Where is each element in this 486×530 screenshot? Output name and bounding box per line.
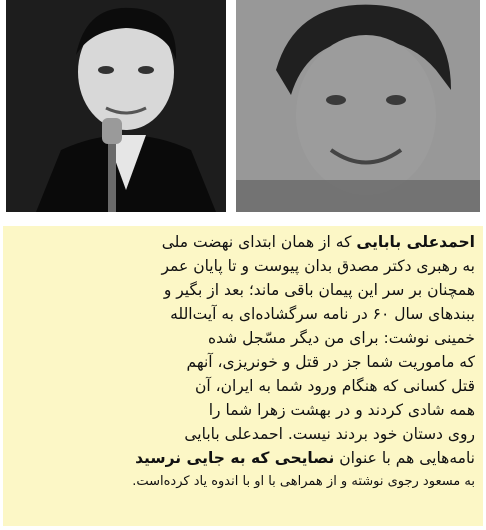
caption-line-9: روی دستان خود بردند نیست. احمدعلی بابایی (184, 425, 475, 443)
caption-line-8: همه شادی کردند و در بهشت زهرا شما را (208, 401, 475, 419)
caption-line-4: ببندهای سال ۶۰ در نامه سرگشاده‌ای به آیت‌الله (170, 305, 475, 323)
portrait-photo-left (6, 0, 226, 212)
caption-line-2: به رهبری دکتر مصدق بدان پیوست و تا پایان عمر (161, 257, 475, 275)
caption-line-1 (9, 230, 475, 254)
caption-line-10-start: نامه‌هایی هم با عنوان (334, 449, 475, 467)
caption-box (3, 226, 483, 526)
portrait-left-image (6, 0, 226, 212)
portrait-right-image (236, 0, 480, 212)
portrait-photo-right (236, 0, 480, 212)
caption-name: احمدعلی بابایی (356, 233, 475, 251)
caption-letter-title: نصایحی که به جایی نرسید (135, 449, 335, 467)
caption-line-5: خمینی نوشت: برای من دیگر مسّجل شده (208, 329, 475, 347)
caption-line-6: که ماموریت شما جز در قتل و خونریزی، آنهم (186, 353, 475, 371)
photo-strip (0, 0, 486, 226)
caption-line-11: به مسعود رجوی نوشته و از همراهی با او با اندوه یاد کرده‌است. (132, 474, 475, 489)
caption-line-7: قتل کسانی که هنگام ورود شما به ایران، آن (194, 377, 475, 395)
caption-text (3, 226, 483, 494)
caption-line-10 (9, 446, 475, 470)
caption-line-3: همچنان بر سر این پیمان باقی ماند؛ بعد از بگیر و (163, 281, 475, 299)
caption-line-1-rest: که از همان ابتدای نهضت ملی (161, 233, 357, 251)
